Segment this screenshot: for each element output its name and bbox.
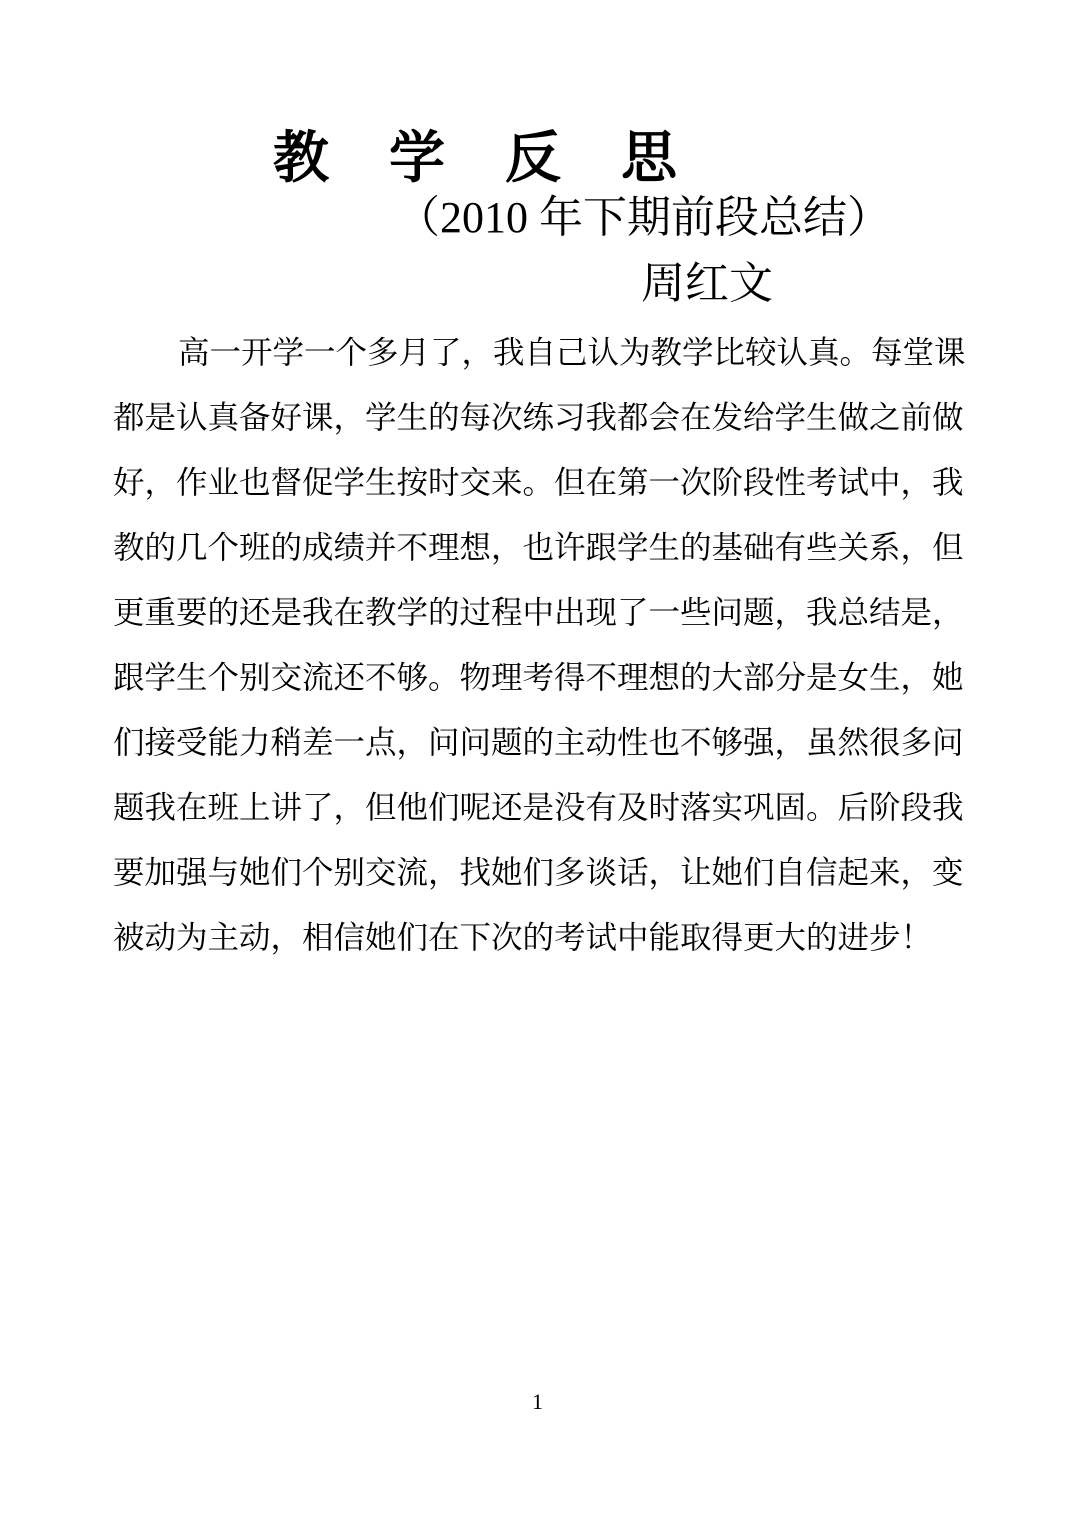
body-line: 们接受能力稍差一点，问问题的主动性也不够强，虽然很多问	[113, 725, 964, 760]
body-line: 好，作业也督促学生按时交来。但在第一次阶段性考试中，我	[113, 465, 964, 500]
body-line: 教的几个班的成绩并不理想，也许跟学生的基础有些关系，但	[113, 530, 964, 565]
page-number: 1	[532, 1389, 543, 1414]
body-line: 跟学生个别交流还不够。物理考得不理想的大部分是女生，她	[113, 660, 964, 695]
body-line: 要加强与她们个别交流，找她们多谈话，让她们自信起来，变	[113, 855, 964, 890]
body-line: 更重要的还是我在教学的过程中出现了一些问题，我总结是，	[113, 595, 964, 630]
body-line: 题我在班上讲了，但他们呢还是没有及时落实巩固。后阶段我	[113, 790, 964, 825]
document-body-paragraph	[113, 320, 969, 970]
body-line: 都是认真备好课，学生的每次练习我都会在发给学生做之前做	[113, 400, 964, 435]
document-subtitle: （2010 年下期前段总结）	[396, 193, 891, 242]
body-line: 高一开学一个多月了，我自己认为教学比较认真。每堂课	[178, 335, 966, 370]
document-title: 教 学 反 思	[273, 128, 679, 190]
document-author: 周红文	[641, 259, 773, 308]
body-line: 被动为主动，相信她们在下次的考试中能取得更大的进步！	[113, 920, 933, 955]
